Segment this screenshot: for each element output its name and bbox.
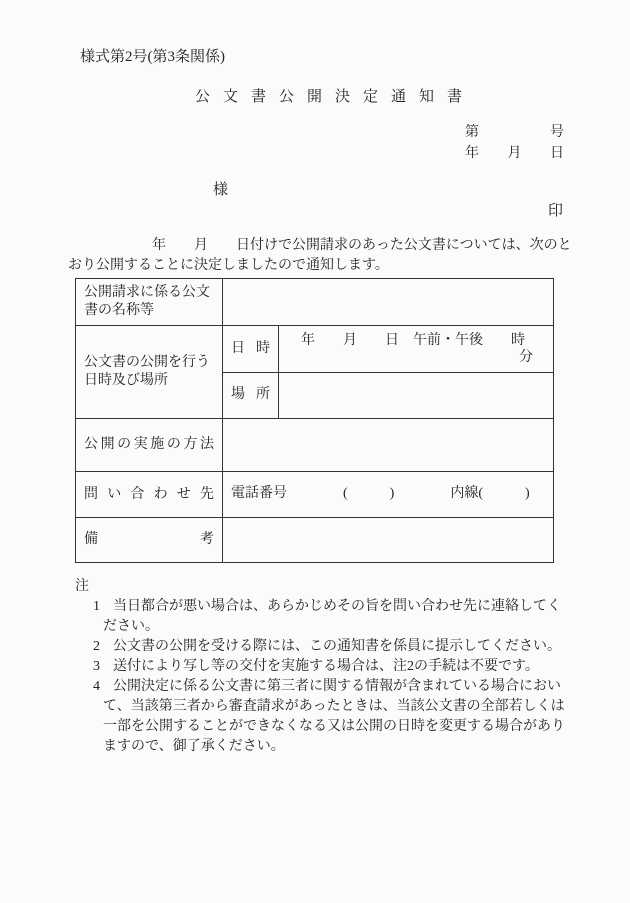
- place-label-left: 場: [231, 387, 245, 403]
- label-remarks: [76, 518, 223, 563]
- addressee-honorific: 様: [213, 182, 229, 198]
- value-datetime: [279, 326, 554, 373]
- body-paragraph: [68, 236, 572, 276]
- note-text: 公開決定に係る公文書に第三者に関する情報が含まれている場合におい: [113, 679, 561, 694]
- seal-mark: 印: [548, 203, 564, 219]
- label-contact: 問い合わせ先: [76, 472, 223, 518]
- body-line-2: おり公開することに決定しましたので通知します。: [68, 258, 389, 273]
- note-number: 1: [93, 599, 100, 614]
- date-year-label: 年: [465, 146, 479, 161]
- note-text: 送付により写し等の交付を実施する場合は、注2の手続は不要です。: [113, 659, 539, 674]
- value-method: [223, 419, 554, 472]
- doc-number-line: [465, 124, 564, 142]
- date-month-label: 月: [507, 146, 522, 161]
- note-number: 2: [93, 639, 100, 654]
- doc-number-prefix: 第: [465, 125, 479, 140]
- note-number: 4: [93, 679, 100, 694]
- note-line: ますので、御了承ください。: [103, 739, 285, 754]
- document-title: 公文書公開決定通知書: [195, 89, 476, 105]
- body-line-1: 年 月 日付けで公開請求のあった公文書については、次のと: [68, 238, 572, 253]
- label-document-name: 公開請求に係る公文書の名称等: [76, 279, 223, 326]
- table-row-remarks: [76, 518, 554, 563]
- note-line: ださい。: [103, 619, 159, 634]
- datetime-minute-label: 分: [519, 350, 533, 365]
- place-label-right: 所: [256, 387, 270, 403]
- note-text: 公文書の公開を受ける際には、この通知書を係員に提示してください。: [113, 639, 561, 654]
- remarks-label-left: 備: [84, 531, 98, 547]
- sublabel-datetime: [223, 326, 279, 373]
- value-contact: 電話番号 ( ) 内線( ): [223, 472, 554, 518]
- notes-heading: 注: [75, 579, 89, 594]
- note-item-4: [68, 677, 613, 757]
- date-line: [465, 145, 564, 163]
- doc-number-suffix: 号: [550, 125, 564, 140]
- label-datetime-place: 公文書の公開を行う日時及び場所: [76, 326, 223, 419]
- form-number-label: 様式第2号(第3条関係): [80, 49, 225, 65]
- note-item-3: [68, 657, 613, 677]
- label-method: 公開の実施の方法: [76, 419, 223, 472]
- disclosure-table: [75, 278, 554, 563]
- note-line: て、当該第三者から審査請求があったときは、当該公文書の全部若しくは: [103, 699, 565, 714]
- date-day-label: 日: [550, 146, 564, 161]
- table-row-datetime: [76, 326, 554, 373]
- note-item-1: [68, 597, 613, 637]
- table-row-contact: [76, 472, 554, 518]
- note-line: 一部を公開することができなくなる又は公開の日時を変更する場合があり: [103, 719, 565, 734]
- table-row-method: [76, 419, 554, 472]
- note-number: 3: [93, 659, 100, 674]
- datetime-value-line: 年 月 日 午前・午後 時: [287, 333, 525, 348]
- note-text: 当日都合が悪い場合は、あらかじめその旨を問い合わせ先に連絡してく: [113, 599, 561, 614]
- datetime-label-right: 時: [256, 340, 270, 356]
- value-document-name: [223, 279, 554, 326]
- table-row-document-name: [76, 279, 554, 326]
- note-item-2: [68, 637, 613, 657]
- notes-section: [68, 577, 613, 757]
- datetime-label-left: 日: [231, 340, 245, 356]
- remarks-label-right: 考: [200, 531, 214, 547]
- value-place: [279, 373, 554, 419]
- sublabel-place: [223, 373, 279, 419]
- note-line: [93, 677, 613, 697]
- note-line: [93, 657, 613, 677]
- value-remarks: [223, 518, 554, 563]
- note-line: [93, 637, 613, 657]
- note-line: [93, 597, 613, 617]
